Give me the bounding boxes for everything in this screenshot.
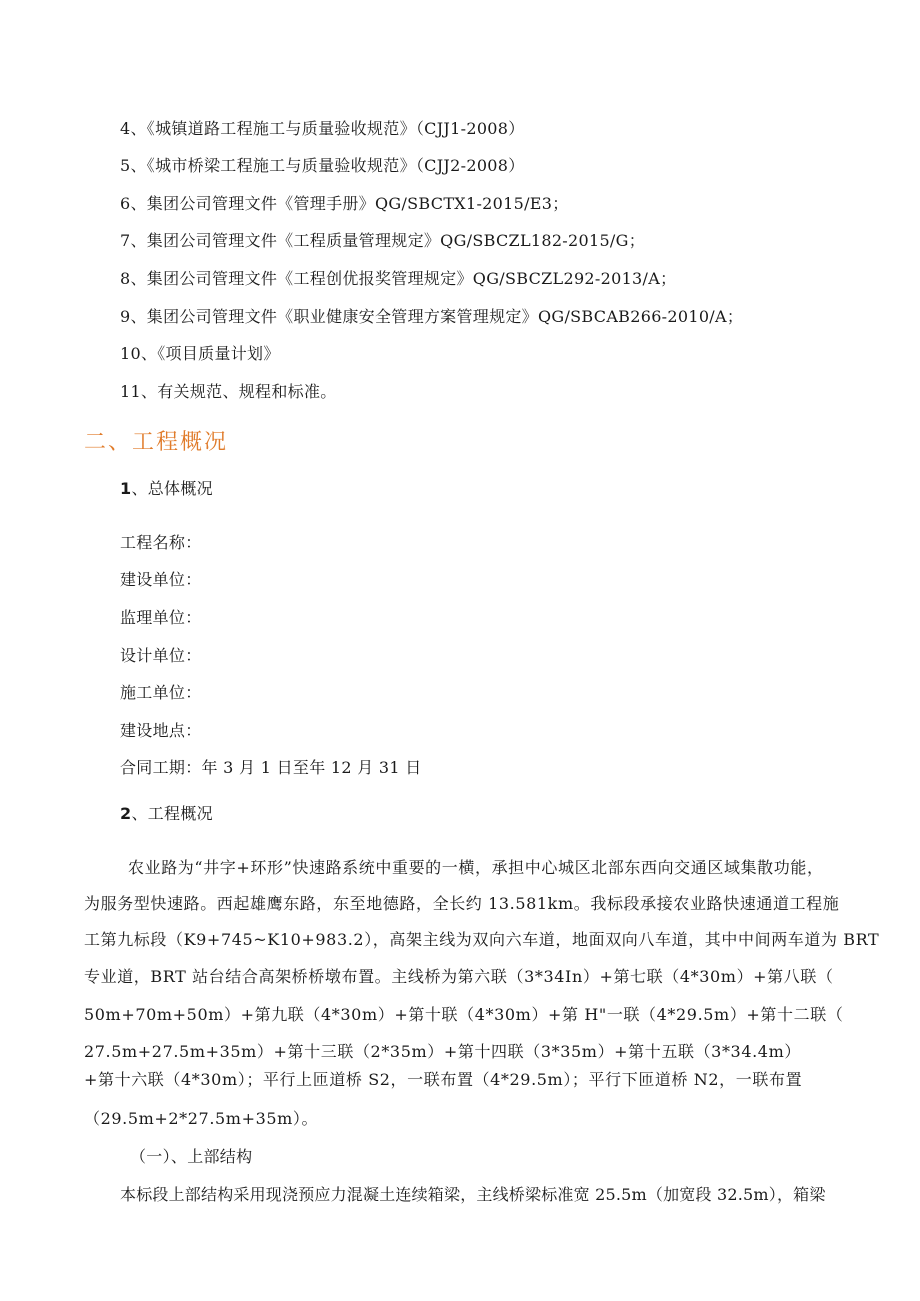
field-supervisor: 监理单位： (120, 608, 202, 627)
field-contractor: 施工单位： (120, 683, 202, 702)
reference-item-4: 4、《城镇道路工程施工与质量验收规范》（CJJ1-2008） (120, 119, 525, 138)
reference-item-7: 7、集团公司管理文件《工程质量管理规定》QG/SBCZL182-2015/G； (120, 231, 646, 250)
reference-item-6: 6、集团公司管理文件《管理手册》QG/SBCTX1-2015/E3； (120, 194, 569, 213)
reference-item-9: 9、集团公司管理文件《职业健康安全管理方案管理规定》QG/SBCAB266-2010/A； (120, 307, 744, 326)
subheading-number: 2 (120, 804, 132, 823)
overview-line: 为服务型快速路。西起雄鹰东路，东至地德路，全长约 13.581km。我标段承接农业路快速通道工程施 (84, 894, 840, 913)
field-designer: 设计单位： (120, 646, 202, 665)
reference-item-10: 10、《项目质量计划》 (120, 344, 280, 363)
overview-line: 27.5m+27.5m+35m）+第十三联（2*35m）+第十四联（3*35m）+第十五联（3*34.4m） (84, 1042, 801, 1061)
reference-item-8: 8、集团公司管理文件《工程创优报奖管理规定》QG/SBCZL292-2013/A； (120, 269, 677, 288)
overview-line: 专业道，BRT 站台结合高架桥桥墩布置。主线桥为第六联（3*34In）+第七联（4*30m）+第八联（ (84, 967, 834, 986)
reference-item-5: 5、《城市桥梁工程施工与质量验收规范》（CJJ2-2008） (120, 156, 525, 175)
field-contract-period: 合同工期：年 3 月 1 日至年 12 月 31 日 (120, 758, 422, 777)
field-owner: 建设单位： (120, 570, 202, 589)
overview-line: 农业路为“井字+环形”快速路系统中重要的一横，承担中心城区北部东西向交通区域集散功能， (128, 858, 824, 877)
section-heading: 二、工程概况 (84, 430, 229, 455)
field-location: 建设地点： (120, 721, 202, 740)
overview-line: （29.5m+2*27.5m+35m）。 (84, 1109, 319, 1128)
upper-structure-line: 本标段上部结构采用现浇预应力混凝土连续箱梁，主线桥梁标准宽 25.5m（加宽段 32.5m），箱梁 (120, 1185, 826, 1204)
subsection-title: （一）、上部结构 (130, 1147, 253, 1166)
subheading-overall (120, 478, 213, 500)
overview-line: +第十六联（4*30m）；平行上匝道桥 S2，一联布置（4*29.5m）；平行下匝道桥 N2，一联布置 (84, 1070, 803, 1089)
subheading-label: 、工程概况 (131, 804, 213, 823)
subheading-label: 、总体概况 (131, 479, 213, 498)
subheading-project (120, 803, 213, 825)
field-project-name: 工程名称： (120, 533, 202, 552)
overview-line: 50m+70m+50m）+第九联（4*30m）+第十联（4*30m）+第 H"一联（4*29.5m）+第十二联（ (84, 1005, 844, 1024)
subheading-number: 1 (120, 479, 132, 498)
reference-item-11: 11、有关规范、规程和标准。 (120, 382, 337, 401)
overview-line: 工第九标段（K9+745~K10+983.2），高架主线为双向六车道，地面双向八车道，其中中间两车道为 BRT (84, 930, 880, 949)
